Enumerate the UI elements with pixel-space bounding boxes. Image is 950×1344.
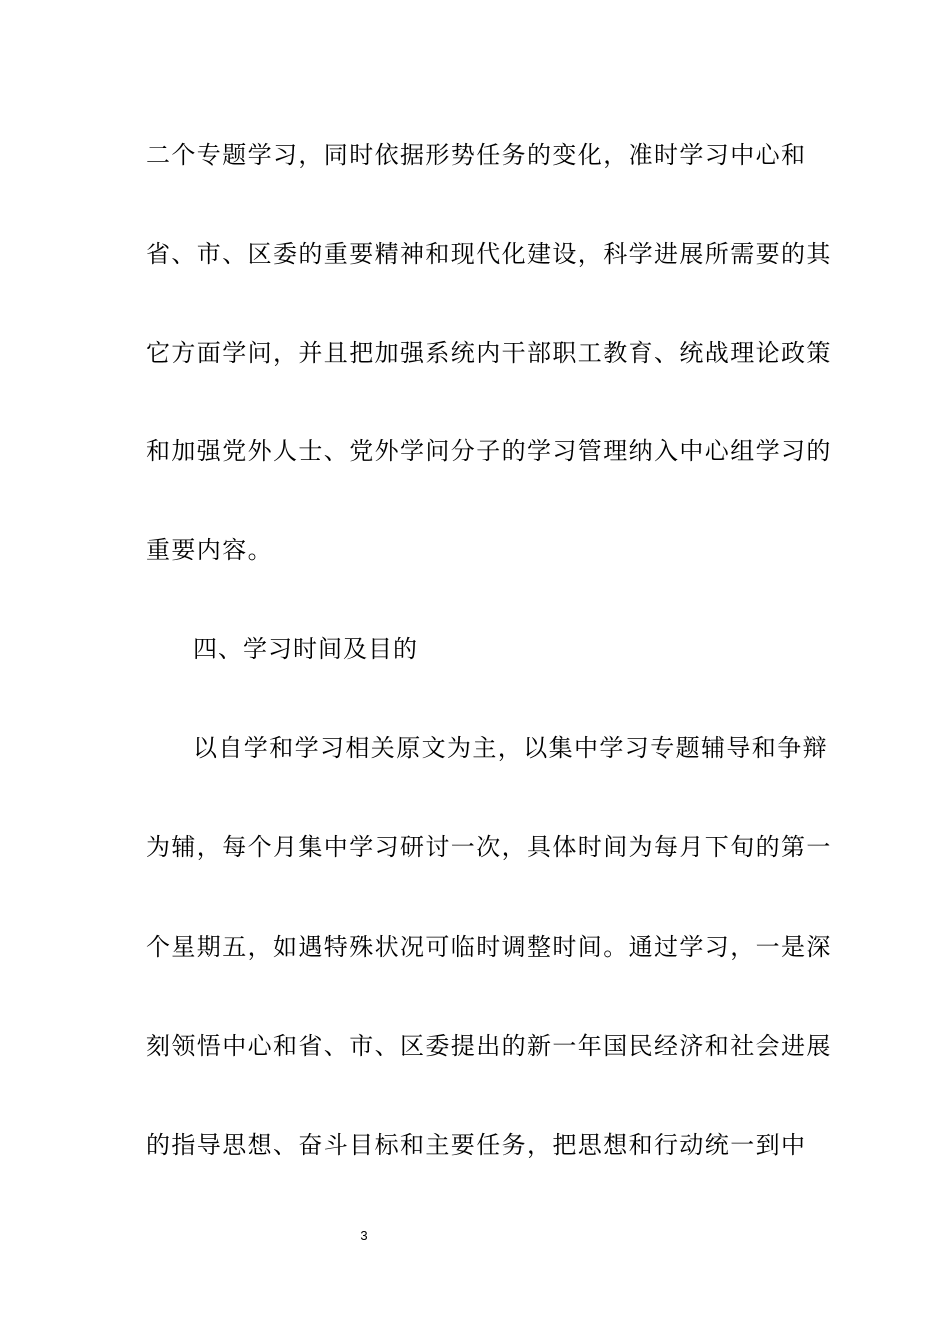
text-line: 和加强党外人士、党外学问分子的学习管理纳入中心组学习的 xyxy=(146,437,832,465)
text-line: 个星期五，如遇特殊状况可临时调整时间。通过学习，一是深 xyxy=(146,933,832,961)
text-line: 为辅，每个月集中学习研讨一次，具体时间为每月下旬的第一 xyxy=(146,833,832,861)
page-number: 3 xyxy=(360,1228,368,1243)
text-line: 刻领悟中心和省、市、区委提出的新一年国民经济和社会进展 xyxy=(146,1032,832,1060)
text-line: 重要内容。 xyxy=(146,536,273,564)
text-line: 的指导思想、奋斗目标和主要任务，把思想和行动统一到中 xyxy=(146,1131,807,1159)
text-line: 它方面学问，并且把加强系统内干部职工教育、统战理论政策 xyxy=(146,339,832,367)
section-heading: 四、学习时间及目的 xyxy=(193,635,418,663)
text-line: 省、市、区委的重要精神和现代化建设，科学进展所需要的其 xyxy=(146,240,832,268)
text-line: 二个专题学习，同时依据形势任务的变化，准时学习中心和 xyxy=(146,141,807,169)
text-line: 以自学和学习相关原文为主，以集中学习专题辅导和争辩 xyxy=(193,734,828,762)
